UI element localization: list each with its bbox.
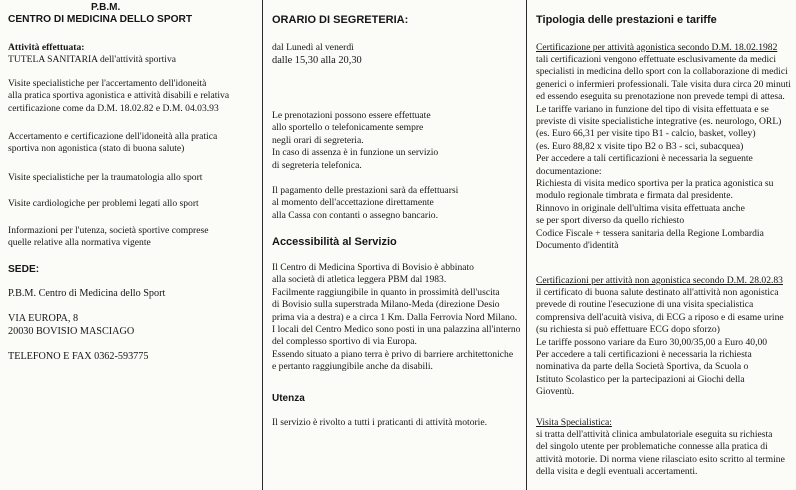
fees-heading: Tipologia delle prestazioni e tariffe [536, 14, 717, 26]
specialist-visit-title: Visita Specialistica: [536, 417, 612, 428]
hours-heading: ORARIO DI SEGRETERIA: [272, 14, 409, 26]
sede-heading: SEDE: [8, 264, 40, 275]
address-street: VIA EUROPA, 8 [8, 313, 79, 324]
address-city: 20030 BOVISIO MASCIAGO [8, 326, 135, 337]
column-divider [262, 0, 263, 490]
agonistic-cert-title: Certificazione per attività agonistica secondo D.M. 18.02.1982 [536, 42, 778, 53]
non-agonistic-cert-title: Certificazioni per attività non agonistica secondo D.M. 28.02.83 [536, 275, 783, 286]
service-paragraph-1: Visite specialistiche per l'accertamento dell'idoneità alla pratica sportiva agonistica e attività disabili e relativa certificazione come da D.M. 18.02.82 e D.M. 04.03.93 [8, 78, 230, 114]
access-heading: Accessibilità al Servizio [272, 236, 397, 248]
activity-heading: Attività effettuata: [8, 42, 85, 53]
center-title: CENTRO DI MEDICINA DELLO SPORT [8, 14, 193, 25]
opening-hours: dalle 15,30 alla 20,30 [272, 55, 362, 66]
sede-name: P.B.M. Centro di Medicina dello Sport [8, 288, 166, 299]
utenza-text: Il servizio è rivolto a tutti i praticanti di attività motorie. [272, 417, 488, 428]
column-divider [526, 0, 527, 490]
non-agonistic-cert-text: il certificato di buona salute destinato all'attività non agonistica prevede di routine l'esecuzione di una visita specialistica comprensiva dell'acuità visiva, di ECG a riposo e di esame urine (su richiesta si può effettuare ECG dopo sforzo) Le tariffe possono variare da Euro 30,00/35,00 a Euro 40,00 Per accedere a tali certificazioni è necessaria la richiesta nominativa da parte della Società Sportiva, da Scuola o Istituto Scolastico per la partecipazioni ai Giochi della Gioventù. [536, 287, 784, 398]
payment-paragraph: Il pagamento delle prestazioni sarà da effettuarsi al momento dell'accettazione direttamente alla Cassa con contanti o assegno bancario. [272, 185, 459, 221]
service-paragraph-3: Visite specialistiche per la traumatologia allo sport [8, 172, 203, 183]
service-paragraph-4: Visite cardiologiche per problemi legati allo sport [8, 198, 199, 209]
phone-fax: TELEFONO E FAX 0362-593775 [8, 351, 149, 362]
activity-value: TUTELA SANITARIA dell'attività sportiva [8, 54, 177, 65]
opening-days: dal Lunedì al venerdì [272, 42, 354, 53]
service-paragraph-5: Informazioni per l'utenza, società sportive comprese quelle relative alla normativa vigente [8, 225, 209, 249]
agonistic-cert-text: tali certificazioni vengono effettuate esclusivamente da medici specialisti in medicina dello sport con la collaborazione di medici generici o infermieri professionali. Tale visita dura circa 20 minuti ed essendo eseguita su prenotazione non prevede tempi di attesa. Le tariffe variano in funzione del tipo di visita effettuata e se previste di visite specialistiche integrative (es. neurologo, ORL) (es. Euro 66,31 per visite tipo B1 - calcio, basket, volley) (es. Euro 88,82 x visite tipo B2 o B3 - sci, subacquea) Per accedere a tali certificazioni è necessaria la seguente documentazione: Richiesta di visita medico sportiva per la pratica agonistica su modulo regionale timbrata e firmata dal presidente. Rinnovo in originale dell'ultima visita effettuata anche se per sport diverso da quello richiesto Codice Fiscale + tessera sanitaria della Regione Lombardia Documento d'identità [536, 54, 791, 252]
access-paragraph: Il Centro di Medicina Sportiva di Bovisio è abbinato alla società di atletica leggera PBM dal 1983. Facilmente raggiungibile in quanto in prossimità dell'uscita di Bovisio sulla superstrada Milano-Meda (direzione Desio prima via a destra) e a circa 1 Km. Dalla Ferrovia Nord Milano. I locali del Centro Medico sono posti in una palazzina all'interno del complesso sportivo di via Europa. Essendo situato a piano terra è privo di barriere architettoniche e pertanto raggiungibile anche da disabili. [272, 262, 521, 373]
booking-paragraph: Le prenotazioni possono essere effettuate allo sportello o telefonicamente sempre negli orari di segreteria. In caso di assenza è in funzione un servizio di segreteria telefonica. [272, 110, 439, 171]
specialist-visit-text: si tratta dell'attività clinica ambulatoriale eseguita su richiesta del singolo utente per problematiche connesse alla pratica di attività motorie. Di norma viene rilasciato esito scritto al termine della visita e degli eventuali accertamenti. [536, 429, 785, 478]
org-acronym: P.B.M. [91, 2, 121, 13]
service-paragraph-2: Accertamento e certificazione dell'idoneità alla pratica sportiva non agonistica (stato di buona salute) [8, 131, 218, 155]
utenza-heading: Utenza [272, 393, 305, 404]
